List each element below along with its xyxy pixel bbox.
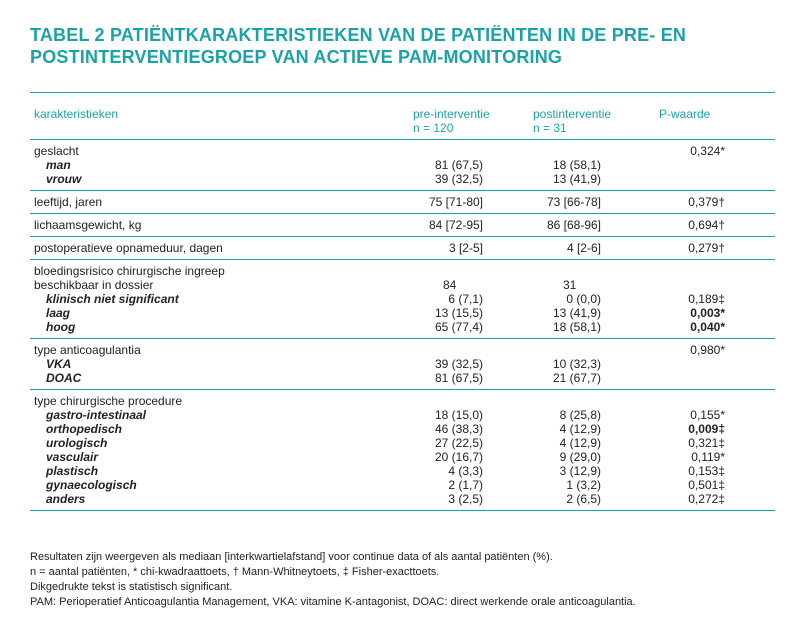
cell-p-value: 0,279† [688, 241, 725, 255]
row-label: urologisch [46, 436, 108, 450]
row-label: klinisch niet significant [46, 292, 179, 306]
cell-p-value: 0,119* [691, 450, 725, 464]
cell-post-intervention: 3 (12,9) [559, 464, 601, 478]
table-group [30, 191, 775, 214]
table-row [30, 450, 775, 464]
cell-pre-intervention: 18 (15,0) [434, 408, 483, 422]
table-group [30, 390, 775, 511]
cell-pre-intervention: 84 [72-95] [428, 218, 483, 232]
row-label: man [46, 158, 71, 172]
table-title-line-2: POSTINTERVENTIEGROEP VAN ACTIEVE PAM-MONITORING [30, 47, 563, 67]
cell-post-intervention: 18 (58,1) [552, 320, 601, 334]
header-post-intervention [533, 107, 611, 135]
table-row [30, 158, 775, 172]
cell-post-intervention: 21 (67,7) [552, 371, 601, 385]
cell-p-value: 0,980* [690, 343, 725, 357]
cell-pre-intervention: 81 (67,5) [434, 158, 483, 172]
cell-pre-intervention: 13 (15,5) [434, 306, 483, 320]
cell-p-value: 0,153‡ [688, 464, 725, 478]
row-label: vasculair [46, 450, 99, 464]
table-row [30, 478, 775, 492]
cell-p-value: 0,155* [690, 408, 725, 422]
row-label: leeftijd, jaren [34, 195, 103, 209]
row-label: geslacht [34, 144, 79, 158]
cell-post-intervention: 4 (12,9) [559, 436, 601, 450]
row-label: VKA [46, 357, 72, 371]
table-row [30, 144, 775, 158]
row-label: gynaecologisch [46, 478, 137, 492]
table-row [30, 320, 775, 334]
table-row [30, 172, 775, 186]
row-label: postoperatieve opnameduur, dagen [34, 241, 223, 255]
cell-pre-intervention: 20 (16,7) [434, 450, 483, 464]
row-label: type anticoagulantia [34, 343, 141, 357]
table-row [30, 422, 775, 436]
cell-post-intervention: 0 (0,0) [566, 292, 601, 306]
cell-pre-intervention: 39 (32,5) [434, 172, 483, 186]
note-line: n = aantal patiënten, * chi-kwadraattoets, † Mann-Whitneytoets, ‡ Fisher-exacttoets. [30, 566, 440, 578]
header-post-intervention-label: postinterventie [533, 107, 612, 121]
table-row [30, 408, 775, 422]
table-row [30, 195, 775, 209]
note-line: PAM: Perioperatief Anticoagulantia Management, VKA: vitamine K-antagonist, DOAC: direct werkende orale anticoagulantia. [30, 596, 636, 608]
row-label: type chirurgische procedure [34, 394, 183, 408]
cell-post-intervention: 18 (58,1) [552, 158, 601, 172]
cell-pre-intervention: 81 (67,5) [434, 371, 483, 385]
cell-pre-intervention: 3 [2-5] [448, 241, 483, 255]
table-group [30, 339, 775, 390]
row-label: beschikbaar in dossier [34, 278, 154, 292]
table-row [30, 394, 775, 408]
cell-pre-intervention: 27 (22,5) [434, 436, 483, 450]
characteristics-table [30, 103, 775, 511]
row-label: plastisch [46, 464, 99, 478]
note-line: Dikgedrukte tekst is statistisch significant. [30, 581, 233, 593]
cell-p-value: 0,694† [688, 218, 725, 232]
cell-p-value: 0,003* [690, 306, 725, 320]
cell-pre-intervention: 84 [443, 278, 457, 292]
cell-post-intervention: 13 (41,9) [552, 306, 601, 320]
table-row [30, 492, 775, 506]
row-label: orthopedisch [46, 422, 123, 436]
table-group [30, 237, 775, 260]
table-row [30, 218, 775, 232]
cell-p-value: 0,379† [688, 195, 725, 209]
table-header [30, 103, 775, 140]
cell-p-value: 0,321‡ [688, 436, 725, 450]
cell-post-intervention: 86 [68-96] [546, 218, 601, 232]
cell-post-intervention: 4 [2-6] [566, 241, 601, 255]
row-label: vrouw [46, 172, 82, 186]
table-notes [30, 550, 775, 610]
row-label: laag [46, 306, 71, 320]
cell-post-intervention: 9 (29,0) [559, 450, 601, 464]
top-divider [30, 92, 775, 93]
table-row [30, 306, 775, 320]
table-row [30, 343, 775, 357]
cell-p-value: 0,324* [690, 144, 725, 158]
cell-post-intervention: 73 [66-78] [546, 195, 601, 209]
cell-pre-intervention: 46 (38,3) [434, 422, 483, 436]
table-row [30, 371, 775, 385]
table-row [30, 292, 775, 306]
cell-p-value: 0,040* [690, 320, 725, 334]
cell-pre-intervention: 4 (3,3) [448, 464, 483, 478]
cell-post-intervention: 2 (6,5) [566, 492, 601, 506]
table-title-line-1: TABEL 2 PATIËNTKARAKTERISTIEKEN VAN DE PATIËNTEN IN DE PRE- EN [30, 25, 687, 45]
table-row [30, 264, 775, 278]
table-row [30, 241, 775, 255]
header-p-value: P-waarde [659, 107, 711, 121]
row-label: DOAC [46, 371, 82, 385]
cell-pre-intervention: 39 (32,5) [434, 357, 483, 371]
cell-p-value: 0,501‡ [688, 478, 725, 492]
table-row [30, 464, 775, 478]
header-pre-intervention-label: pre-interventie [413, 107, 490, 121]
table-group [30, 214, 775, 237]
header-pre-intervention-n: n = 120 [413, 121, 454, 135]
cell-pre-intervention: 65 (77,4) [434, 320, 483, 334]
row-label: anders [46, 492, 86, 506]
cell-p-value: 0,009‡ [688, 422, 725, 436]
row-label: lichaamsgewicht, kg [34, 218, 142, 232]
cell-pre-intervention: 2 (1,7) [448, 478, 483, 492]
note-line: Resultaten zijn weergeven als mediaan [interkwartielafstand] voor continue data of als aantal patiënten (%). [30, 551, 553, 563]
cell-post-intervention: 1 (3,2) [566, 478, 601, 492]
cell-p-value: 0,272‡ [688, 492, 725, 506]
header-characteristics: karakteristieken [34, 107, 119, 121]
cell-post-intervention: 13 (41,9) [552, 172, 601, 186]
cell-post-intervention: 4 (12,9) [559, 422, 601, 436]
header-pre-intervention [413, 107, 490, 135]
table-title [30, 24, 770, 68]
cell-p-value: 0,189‡ [688, 292, 725, 306]
table-row [30, 436, 775, 450]
table-group [30, 260, 775, 339]
cell-pre-intervention: 75 [71-80] [428, 195, 483, 209]
cell-post-intervention: 31 [563, 278, 577, 292]
table-group [30, 140, 775, 191]
table-row [30, 357, 775, 371]
row-label: gastro-intestinaal [46, 408, 147, 422]
cell-pre-intervention: 3 (2,5) [448, 492, 483, 506]
table-body [30, 140, 775, 511]
cell-pre-intervention: 6 (7,1) [448, 292, 483, 306]
row-label: hoog [46, 320, 76, 334]
row-label: bloedingsrisico chirurgische ingreep [34, 264, 225, 278]
cell-post-intervention: 8 (25,8) [559, 408, 601, 422]
header-post-intervention-n: n = 31 [533, 121, 567, 135]
table-row [30, 278, 775, 292]
cell-post-intervention: 10 (32,3) [552, 357, 601, 371]
